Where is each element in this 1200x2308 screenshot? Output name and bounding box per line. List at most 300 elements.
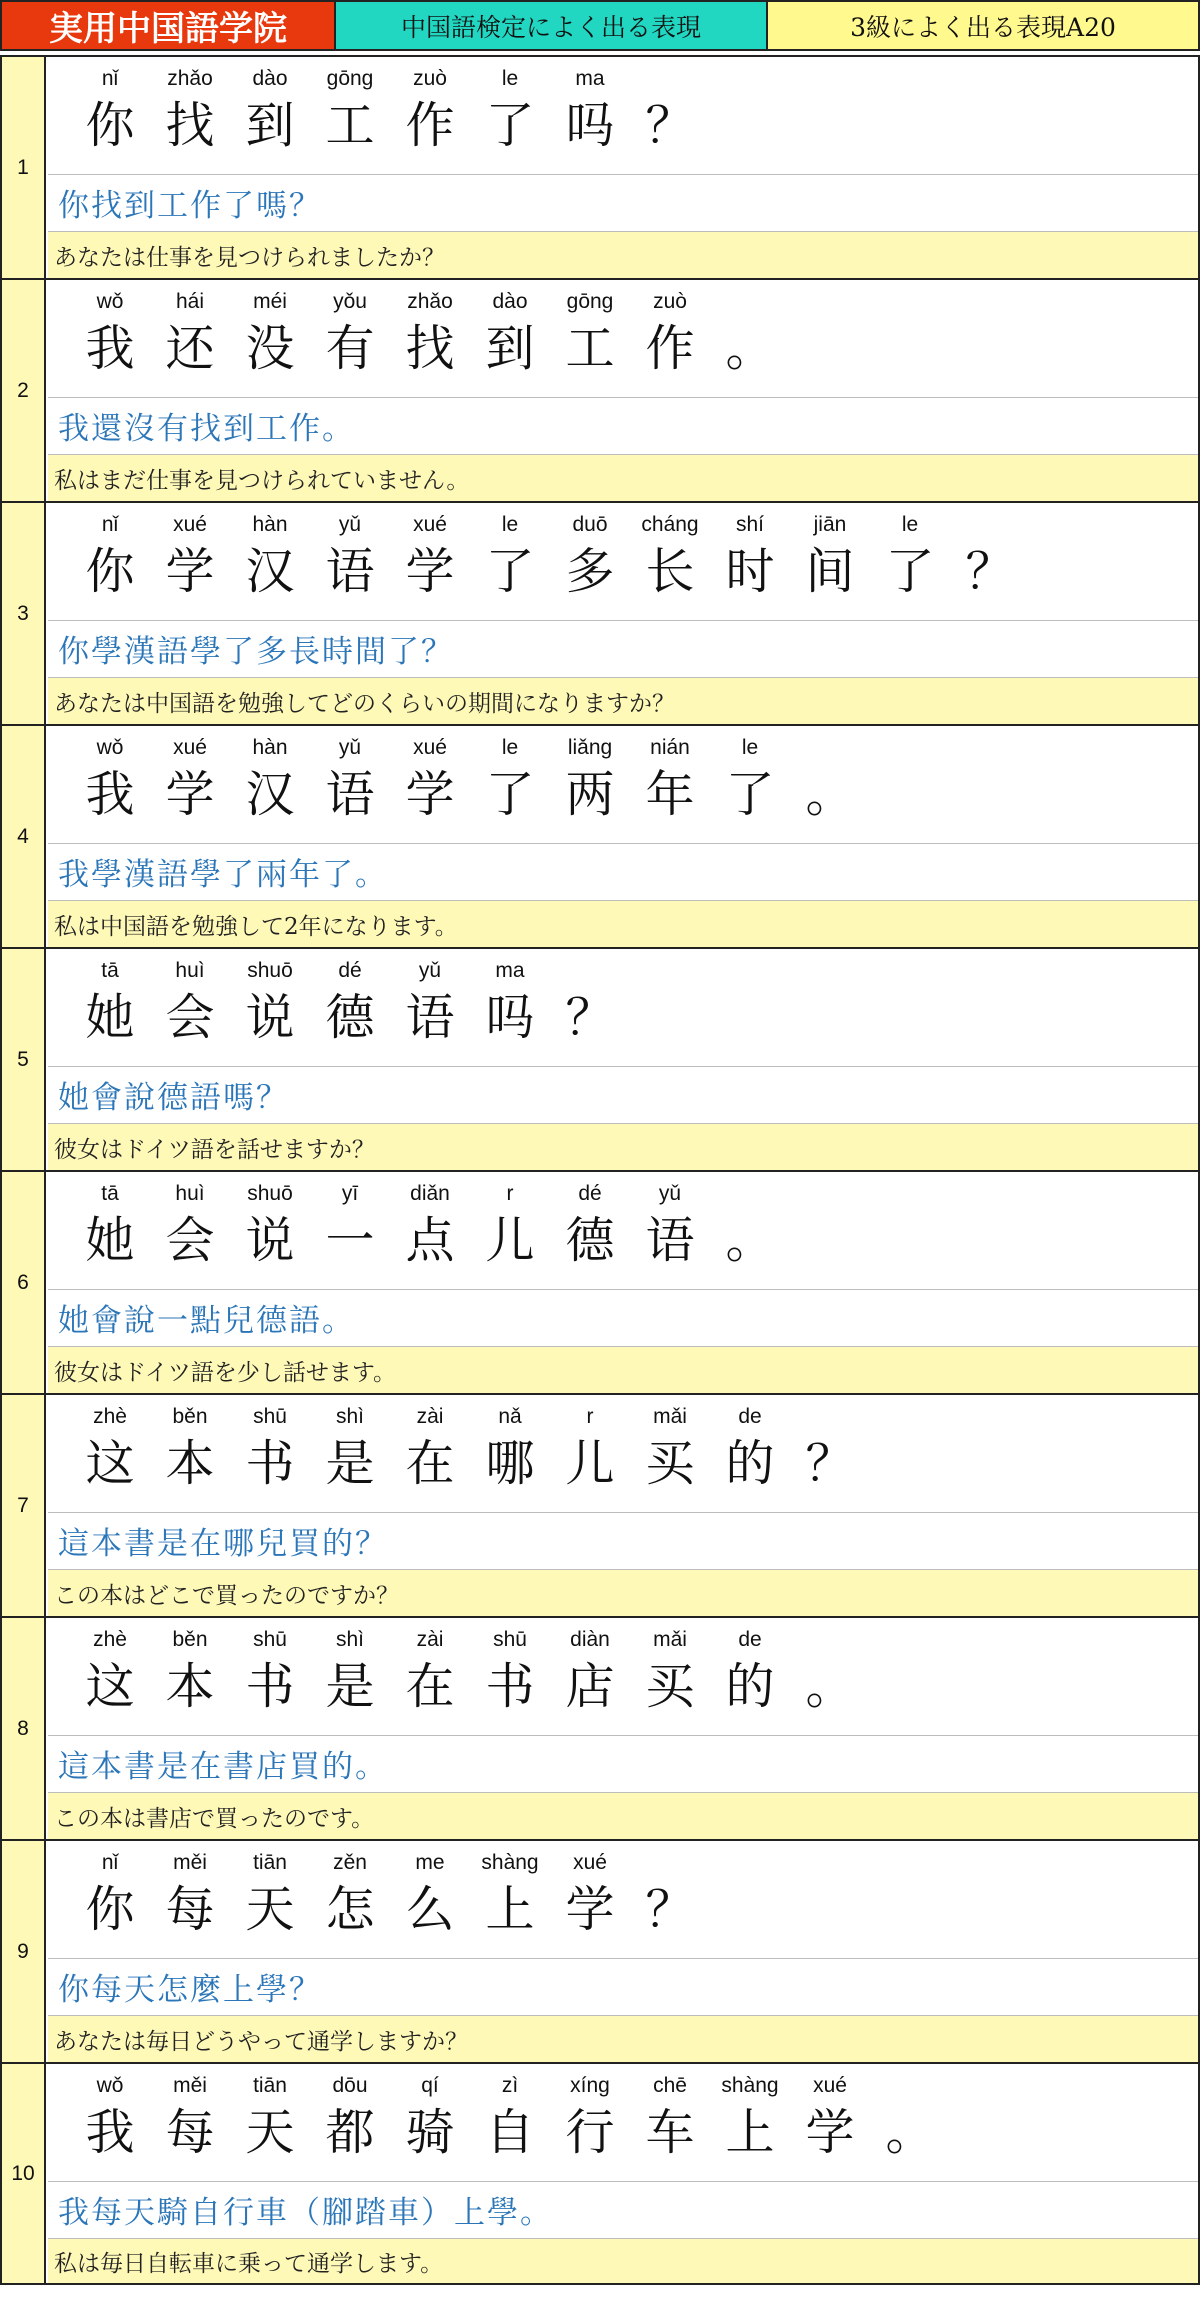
hanzi: 你 — [85, 97, 135, 154]
pinyin: dào — [492, 290, 528, 313]
hanzi: 这 — [85, 1658, 135, 1715]
character-cell — [390, 65, 470, 159]
character-cell — [310, 1403, 390, 1497]
pinyin: shàng — [481, 1851, 539, 1874]
pinyin: dào — [252, 67, 288, 90]
japanese-translation: 私は毎日自転車に乗って通学します。 — [48, 2239, 1198, 2283]
pinyin: shū — [253, 1405, 287, 1428]
hanzi: 学 — [405, 543, 455, 600]
phrase-list — [0, 55, 1200, 2285]
character-cell — [710, 1403, 790, 1497]
hanzi: ？ — [805, 1435, 855, 1492]
phrase-row — [0, 55, 1200, 278]
hanzi: 找 — [405, 320, 455, 377]
phrase-row — [0, 1616, 1200, 1839]
hanzi: 怎 — [325, 1881, 375, 1938]
hanzi: 说 — [245, 989, 295, 1046]
character-cell — [710, 2072, 790, 2166]
character-cell — [630, 1626, 710, 1720]
hanzi: 行 — [565, 2104, 615, 2161]
character-cell — [150, 734, 230, 828]
character-cell — [230, 1180, 310, 1274]
character-cell — [150, 1403, 230, 1497]
character-cell — [310, 511, 390, 605]
traditional-sentence: 她會說德語嗎？ — [48, 1066, 1198, 1124]
pinyin: zěn — [333, 1851, 367, 1874]
character-cell — [550, 511, 630, 605]
pinyin: chē — [653, 2074, 687, 2097]
character-cell — [470, 288, 550, 382]
pinyin: nǎ — [498, 1405, 522, 1428]
hanzi: 上 — [725, 2104, 775, 2161]
pinyin: měi — [173, 2074, 207, 2097]
hanzi: 间 — [805, 543, 855, 600]
character-cell — [470, 1849, 550, 1943]
pinyin: gōng — [566, 290, 614, 313]
pinyin: huì — [175, 959, 205, 982]
hanzi: ？ — [645, 1881, 695, 1938]
character-cell — [630, 511, 710, 605]
japanese-translation: 私はまだ仕事を見つけられていません。 — [48, 455, 1198, 501]
pinyin: shuō — [247, 1182, 293, 1205]
character-cell — [550, 1180, 630, 1274]
simplified-sentence — [48, 280, 1198, 398]
pinyin: de — [738, 1628, 762, 1651]
row-number: 10 — [2, 2064, 46, 2283]
character-cell — [550, 734, 630, 828]
pinyin: gōng — [326, 67, 374, 90]
pinyin: duō — [572, 513, 608, 536]
hanzi: 儿 — [485, 1212, 535, 1269]
pinyin: xué — [173, 513, 207, 536]
pinyin: wǒ — [96, 2074, 124, 2097]
pinyin: zuò — [413, 67, 447, 90]
hanzi: 学 — [805, 2104, 855, 2161]
hanzi: 作 — [405, 97, 455, 154]
hanzi: ？ — [565, 989, 615, 1046]
character-cell — [310, 1626, 390, 1720]
pinyin: le — [741, 736, 759, 759]
character-cell — [70, 1626, 150, 1720]
character-cell — [150, 1849, 230, 1943]
pinyin: hàn — [252, 513, 288, 536]
traditional-sentence: 你找到工作了嗎？ — [48, 174, 1198, 232]
character-cell — [630, 2072, 710, 2166]
pinyin: yǔ — [418, 959, 442, 982]
hanzi: 多 — [565, 543, 615, 600]
hanzi: 我 — [85, 766, 135, 823]
pinyin: tiān — [253, 1851, 287, 1874]
hanzi: 是 — [325, 1435, 375, 1492]
character-cell — [230, 2072, 310, 2166]
hanzi: 会 — [165, 1212, 215, 1269]
row-number: 6 — [2, 1172, 46, 1393]
hanzi: 我 — [85, 320, 135, 377]
japanese-translation: あなたは毎日どうやって通学しますか？ — [48, 2016, 1198, 2062]
pinyin: xué — [573, 1851, 607, 1874]
traditional-sentence: 這本書是在書店買的。 — [48, 1735, 1198, 1793]
pinyin: zài — [416, 1628, 444, 1651]
hanzi: 点 — [405, 1212, 455, 1269]
row-number: 3 — [2, 503, 46, 724]
pinyin: nǐ — [101, 1851, 119, 1874]
school-title: 実用中国語学院 — [0, 0, 336, 51]
pinyin: nián — [650, 736, 690, 759]
character-cell — [950, 511, 1030, 605]
hanzi: 的 — [725, 1658, 775, 1715]
pinyin: le — [501, 513, 519, 536]
character-cell — [70, 734, 150, 828]
pinyin: yǔ — [338, 736, 362, 759]
character-cell — [870, 511, 950, 605]
character-cell — [70, 1849, 150, 1943]
worksheet-header — [0, 0, 1200, 55]
pinyin: xué — [413, 736, 447, 759]
pinyin: zhè — [93, 1405, 127, 1428]
pinyin: shì — [335, 1628, 364, 1651]
pinyin: yǔ — [658, 1182, 682, 1205]
character-cell — [470, 1626, 550, 1720]
hanzi: 到 — [245, 97, 295, 154]
simplified-sentence — [48, 1172, 1198, 1290]
hanzi: 语 — [405, 989, 455, 1046]
hanzi: 我 — [85, 2104, 135, 2161]
pinyin: diàn — [570, 1628, 610, 1651]
pinyin: dōu — [332, 2074, 368, 2097]
character-cell — [230, 1849, 310, 1943]
character-cell — [310, 957, 390, 1051]
row-number: 8 — [2, 1618, 46, 1839]
pinyin: zì — [501, 2074, 519, 2097]
character-cell — [710, 288, 790, 382]
character-cell — [630, 1180, 710, 1274]
hanzi: 你 — [85, 1881, 135, 1938]
simplified-sentence — [48, 1395, 1198, 1513]
japanese-translation: 彼女はドイツ語を少し話せます。 — [48, 1347, 1198, 1393]
hanzi: 。 — [805, 1658, 855, 1715]
hanzi: 车 — [645, 2104, 695, 2161]
simplified-sentence — [48, 726, 1198, 844]
pinyin: nǐ — [101, 513, 119, 536]
hanzi: 你 — [85, 543, 135, 600]
pinyin: hàn — [252, 736, 288, 759]
pinyin: xué — [173, 736, 207, 759]
pinyin: le — [901, 513, 919, 536]
character-cell — [630, 734, 710, 828]
character-cell — [390, 1849, 470, 1943]
character-cell — [230, 65, 310, 159]
character-cell — [630, 1403, 710, 1497]
pinyin: běn — [172, 1405, 208, 1428]
hanzi: 了 — [885, 543, 935, 600]
hanzi: 两 — [565, 766, 615, 823]
hanzi: 上 — [485, 1881, 535, 1938]
character-cell — [150, 957, 230, 1051]
pinyin: qí — [421, 2074, 439, 2097]
hanzi: 在 — [405, 1435, 455, 1492]
worksheet-subtitle: 中国語検定によく出る表現 — [334, 0, 768, 51]
simplified-sentence — [48, 949, 1198, 1067]
character-cell — [470, 957, 550, 1051]
row-number: 2 — [2, 280, 46, 501]
pinyin: xué — [813, 2074, 847, 2097]
character-cell — [150, 288, 230, 382]
pinyin: méi — [253, 290, 287, 313]
hanzi: 作 — [645, 320, 695, 377]
japanese-translation: あなたは仕事を見つけられましたか？ — [48, 232, 1198, 278]
pinyin: zài — [416, 1405, 444, 1428]
character-cell — [390, 957, 470, 1051]
worksheet-level: 3級によく出る表現A20 — [766, 0, 1200, 51]
hanzi: 吗 — [565, 97, 615, 154]
phrase-row — [0, 501, 1200, 724]
hanzi: 了 — [725, 766, 775, 823]
character-cell — [550, 1403, 630, 1497]
hanzi: 德 — [325, 989, 375, 1046]
pinyin: de — [738, 1405, 762, 1428]
hanzi: 语 — [325, 543, 375, 600]
character-cell — [550, 288, 630, 382]
pinyin: tā — [101, 959, 119, 982]
hanzi: 还 — [165, 320, 215, 377]
pinyin: le — [501, 67, 519, 90]
hanzi: 书 — [245, 1658, 295, 1715]
hanzi: 书 — [485, 1658, 535, 1715]
hanzi: 德 — [565, 1212, 615, 1269]
hanzi: 天 — [245, 2104, 295, 2161]
character-cell — [470, 65, 550, 159]
pinyin: r — [586, 1405, 594, 1428]
hanzi: 在 — [405, 1658, 455, 1715]
pinyin: cháng — [641, 513, 699, 536]
character-cell — [150, 1180, 230, 1274]
traditional-sentence: 你每天怎麼上學？ — [48, 1958, 1198, 2016]
pinyin: shàng — [721, 2074, 779, 2097]
character-cell — [470, 1180, 550, 1274]
hanzi: 。 — [805, 766, 855, 823]
character-cell — [790, 1403, 870, 1497]
character-cell — [390, 1626, 470, 1720]
pinyin: r — [506, 1182, 514, 1205]
character-cell — [630, 1849, 710, 1943]
simplified-sentence — [48, 503, 1198, 621]
japanese-translation: 彼女はドイツ語を話せますか？ — [48, 1124, 1198, 1170]
phrase-row — [0, 2062, 1200, 2285]
character-cell — [390, 2072, 470, 2166]
pinyin: shū — [493, 1628, 527, 1651]
character-cell — [230, 288, 310, 382]
hanzi: 说 — [245, 1212, 295, 1269]
hanzi: 语 — [325, 766, 375, 823]
character-cell — [870, 2072, 950, 2166]
character-cell — [710, 511, 790, 605]
character-cell — [710, 734, 790, 828]
hanzi: 店 — [565, 1658, 615, 1715]
pinyin: jiān — [813, 513, 847, 536]
simplified-sentence — [48, 1618, 1198, 1736]
phrase-row — [0, 278, 1200, 501]
japanese-translation: この本はどこで買ったのですか？ — [48, 1570, 1198, 1616]
character-cell — [230, 1403, 310, 1497]
hanzi: 学 — [165, 543, 215, 600]
character-cell — [550, 65, 630, 159]
character-cell — [230, 957, 310, 1051]
phrase-row — [0, 947, 1200, 1170]
japanese-translation: あなたは中国語を勉強してどのくらいの期間になりますか？ — [48, 678, 1198, 724]
character-cell — [550, 957, 630, 1051]
character-cell — [310, 288, 390, 382]
hanzi: 时 — [725, 543, 775, 600]
character-cell — [630, 288, 710, 382]
hanzi: 年 — [645, 766, 695, 823]
character-cell — [150, 511, 230, 605]
character-cell — [470, 734, 550, 828]
hanzi: 她 — [85, 1212, 135, 1269]
hanzi: 学 — [565, 1881, 615, 1938]
pinyin: tiān — [253, 2074, 287, 2097]
pinyin: hái — [175, 290, 205, 313]
row-number: 7 — [2, 1395, 46, 1616]
traditional-sentence: 我學漢語學了兩年了。 — [48, 843, 1198, 901]
character-cell — [70, 511, 150, 605]
hanzi: 汉 — [245, 543, 295, 600]
pinyin: měi — [173, 1851, 207, 1874]
character-cell — [70, 1403, 150, 1497]
pinyin: yī — [341, 1182, 359, 1205]
traditional-sentence: 我還沒有找到工作。 — [48, 397, 1198, 455]
pinyin: nǐ — [101, 67, 119, 90]
pinyin: yǔ — [338, 513, 362, 536]
pinyin: dé — [578, 1182, 602, 1205]
hanzi: 一 — [325, 1212, 375, 1269]
character-cell — [390, 288, 470, 382]
character-cell — [70, 2072, 150, 2166]
hanzi: 骑 — [405, 2104, 455, 2161]
hanzi: 她 — [85, 989, 135, 1046]
character-cell — [310, 734, 390, 828]
pinyin: wǒ — [96, 736, 124, 759]
character-cell — [790, 734, 870, 828]
character-cell — [310, 2072, 390, 2166]
hanzi: 了 — [485, 97, 535, 154]
traditional-sentence: 我每天騎自行車（腳踏車）上學。 — [48, 2181, 1198, 2239]
character-cell — [310, 1180, 390, 1274]
pinyin: ma — [575, 67, 605, 90]
phrase-row — [0, 1170, 1200, 1393]
character-cell — [230, 734, 310, 828]
pinyin: shí — [735, 513, 764, 536]
traditional-sentence: 這本書是在哪兒買的？ — [48, 1512, 1198, 1570]
character-cell — [630, 65, 710, 159]
japanese-translation: この本は書店で買ったのです。 — [48, 1793, 1198, 1839]
pinyin: mǎi — [653, 1628, 687, 1651]
character-cell — [470, 2072, 550, 2166]
pinyin: xíng — [570, 2074, 610, 2097]
hanzi: 。 — [725, 1212, 775, 1269]
character-cell — [550, 1849, 630, 1943]
hanzi: 有 — [325, 320, 375, 377]
character-cell — [790, 2072, 870, 2166]
pinyin: zhǎo — [167, 67, 213, 90]
hanzi: 每 — [165, 1881, 215, 1938]
character-cell — [710, 1626, 790, 1720]
character-cell — [310, 65, 390, 159]
phrase-row — [0, 1839, 1200, 2062]
hanzi: 吗 — [485, 989, 535, 1046]
pinyin: xué — [413, 513, 447, 536]
hanzi: 买 — [645, 1435, 695, 1492]
pinyin: ma — [495, 959, 525, 982]
character-cell — [790, 511, 870, 605]
pinyin: liǎng — [567, 736, 613, 759]
hanzi: 到 — [485, 320, 535, 377]
row-number: 5 — [2, 949, 46, 1170]
hanzi: 学 — [405, 766, 455, 823]
hanzi: 都 — [325, 2104, 375, 2161]
hanzi: 是 — [325, 1658, 375, 1715]
pinyin: le — [501, 736, 519, 759]
hanzi: 这 — [85, 1435, 135, 1492]
pinyin: shū — [253, 1628, 287, 1651]
pinyin: zhè — [93, 1628, 127, 1651]
row-number: 9 — [2, 1841, 46, 2062]
character-cell — [70, 65, 150, 159]
character-cell — [150, 65, 230, 159]
hanzi: 的 — [725, 1435, 775, 1492]
character-cell — [230, 511, 310, 605]
character-cell — [70, 288, 150, 382]
character-cell — [710, 1180, 790, 1274]
pinyin: wǒ — [96, 290, 124, 313]
hanzi: 儿 — [565, 1435, 615, 1492]
traditional-sentence: 你學漢語學了多長時間了？ — [48, 620, 1198, 678]
phrase-row — [0, 724, 1200, 947]
pinyin: diǎn — [410, 1182, 450, 1205]
hanzi: 每 — [165, 2104, 215, 2161]
character-cell — [790, 1626, 870, 1720]
hanzi: 自 — [485, 2104, 535, 2161]
pinyin: me — [415, 1851, 445, 1874]
traditional-sentence: 她會說一點兒德語。 — [48, 1289, 1198, 1347]
character-cell — [550, 2072, 630, 2166]
hanzi: 学 — [165, 766, 215, 823]
hanzi: ？ — [965, 543, 1015, 600]
japanese-translation: 私は中国語を勉強して2年になります。 — [48, 901, 1198, 947]
pinyin: tā — [101, 1182, 119, 1205]
phrase-row — [0, 1393, 1200, 1616]
hanzi: 没 — [245, 320, 295, 377]
character-cell — [310, 1849, 390, 1943]
pinyin: zuò — [653, 290, 687, 313]
pinyin: shì — [335, 1405, 364, 1428]
hanzi: 本 — [165, 1435, 215, 1492]
hanzi: 会 — [165, 989, 215, 1046]
hanzi: 工 — [565, 320, 615, 377]
hanzi: 了 — [485, 766, 535, 823]
row-number: 1 — [2, 57, 46, 278]
simplified-sentence — [48, 2064, 1198, 2182]
pinyin: yǒu — [333, 290, 367, 313]
simplified-sentence — [48, 57, 1198, 175]
pinyin: mǎi — [653, 1405, 687, 1428]
hanzi: 长 — [645, 543, 695, 600]
character-cell — [230, 1626, 310, 1720]
pinyin: huì — [175, 1182, 205, 1205]
hanzi: 了 — [485, 543, 535, 600]
pinyin: zhǎo — [407, 290, 453, 313]
hanzi: 么 — [405, 1881, 455, 1938]
hanzi: 汉 — [245, 766, 295, 823]
